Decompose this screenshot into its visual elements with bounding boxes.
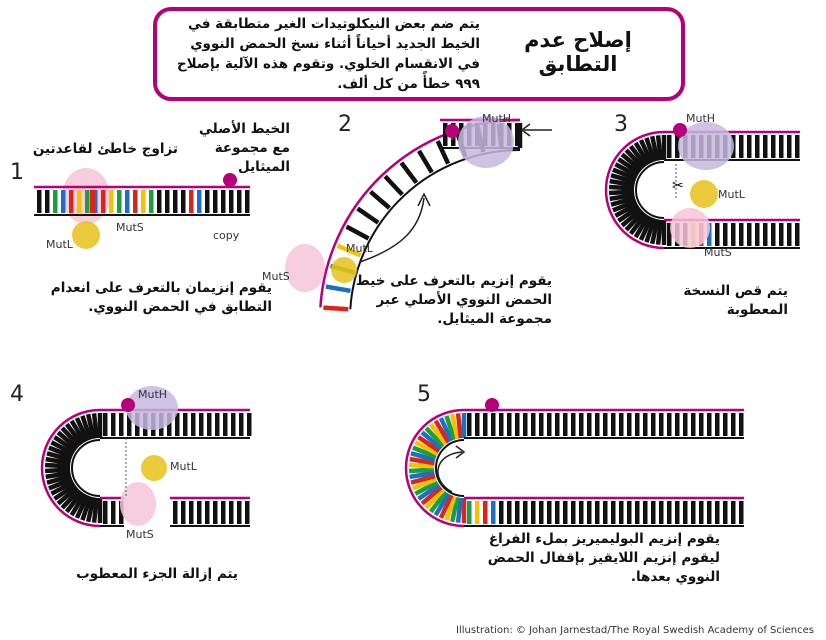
step-4-dna-bottom-right-base-pair [205, 501, 210, 524]
step-4-dna-bottom-right-base-pair [197, 501, 202, 524]
step-4-mutH-label: MutH [138, 388, 168, 401]
step-5-dna-bottom-base-pair [675, 501, 680, 524]
step-5-dna-top-base-pair [619, 413, 624, 436]
step-5-dna-bend-base-pair [458, 413, 461, 438]
step-5-dna-top-base-pair [475, 413, 480, 436]
step-1-mutL-shape [72, 221, 100, 249]
step-4-dna-top-base-pair [119, 413, 124, 436]
step-3-dna-bottom-base-pair [771, 223, 776, 246]
step-4-dna-bottom-right-base-pair [221, 501, 226, 524]
step-4-dna-top-base-pair [103, 413, 108, 436]
step-2-number: 2 [338, 112, 352, 137]
step-5-dna-bottom-base-pair [603, 501, 608, 524]
step-2-mutL-label: MutL [346, 242, 373, 255]
step-4-dna-bend-base-pair [45, 470, 70, 471]
step-5-methyl-group [485, 398, 499, 412]
step-3-dna-top-base-pair [795, 135, 800, 158]
step-5-dna-bottom-base-pair [475, 501, 480, 524]
step-4-caption: يتم إزالة الجزء المعطوب [76, 566, 238, 582]
step-3-dna-bend-base-pair [609, 187, 634, 188]
step-5-dna-bottom-base-pair [715, 501, 720, 524]
step-5-dna-bottom-base-pair [651, 501, 656, 524]
step-5-dna-bottom-base-pair [731, 501, 736, 524]
step-4-dna-bottom-right-base-pair [229, 501, 234, 524]
step-3-dna-top-base-pair [747, 135, 752, 158]
step-5-dna-bottom-base-pair [555, 501, 560, 524]
step-5-dna-bottom-base-pair [643, 501, 648, 524]
step-1-dna-base-pair [173, 190, 178, 213]
step-4-dna-top-base-pair [191, 413, 196, 436]
step-5-dna-bottom-base-pair [579, 501, 584, 524]
step-5-dna-top-base-pair [499, 413, 504, 436]
step-5-dna-bottom-base-pair [691, 501, 696, 524]
step-4-dna-bend-base-pair [45, 465, 70, 466]
step-1-dna-base-pair [117, 190, 122, 213]
step-3-dna-top-base-pair [739, 135, 744, 158]
step-3-dna-bend-base-pair [609, 192, 634, 193]
step-4-mutL-label: MutL [170, 460, 197, 473]
step-5-dna-bottom-base-pair [707, 501, 712, 524]
step-4-dna-bottom-right-base-pair [213, 501, 218, 524]
step-1-dna-base-pair [189, 190, 194, 213]
copy-label: copy [213, 229, 240, 242]
step-5-dna-bottom-base-pair [659, 501, 664, 524]
step-2-methyl-group [445, 124, 459, 138]
step-4-dna-top-base-pair [199, 413, 204, 436]
step-2-dna-base-pair [347, 227, 369, 239]
step-5-dna-top-base-pair [627, 413, 632, 436]
step-2-dna-base-pair [385, 176, 402, 194]
step-5-dna-top-base-pair [651, 413, 656, 436]
step-4-dna-bottom-left-base-pair [103, 501, 108, 524]
step-2-dna-base-pair [401, 163, 416, 183]
step-3-dna-top-base-pair [667, 135, 672, 158]
step-3-caption: يتم قص النسخة المعطوبة [683, 283, 788, 318]
step-5-dna-top-base-pair [603, 413, 608, 436]
methyl-strand-label: الخيط الأصلي مع مجموعة الميثايل [199, 121, 290, 175]
intro-text: يتم ضم بعض النيكلوتيدات الغير متطابقة في الخيط الجديد أحياناً أثناء نسخ الحمض النووي في الانقسام الخلوي. وتقوم هذه الآلية بإصلاح ٩٩٩ خطأً من كل ألف. [176, 16, 480, 92]
step-5-dna-top-base-pair [547, 413, 552, 436]
step-4-dna-top-base-pair [247, 413, 252, 436]
step-5-dna-bottom-base-pair [563, 501, 568, 524]
step-1-dna-base-pair [165, 190, 170, 213]
step-5-dna-top-base-pair [739, 413, 744, 436]
step-5-dna-top-base-pair [579, 413, 584, 436]
step-5-dna-top-base-pair [643, 413, 648, 436]
step-4-dna-top-base-pair [207, 413, 212, 436]
step-5-dna-top-base-pair [555, 413, 560, 436]
step-3-dna-bottom-base-pair [731, 223, 736, 246]
step-1-dna-base-pair [157, 190, 162, 213]
step-1-dna-base-pair [245, 190, 250, 213]
step-1-dna-base-pair [125, 190, 130, 213]
step-3-dna-top-base-pair [787, 135, 792, 158]
step-5-dna-bottom-base-pair [683, 501, 688, 524]
step-1-dna-base-pair [77, 190, 82, 213]
step-5-dna-bottom-base-pair [483, 501, 488, 524]
step-5-dna-top-base-pair [731, 413, 736, 436]
step-1-caption: يقوم إنزيمان بالتعرف على انعدام التطابق في الحمض النووي. [50, 280, 272, 315]
step-3-dna-bottom-base-pair [779, 223, 784, 246]
step-5-dna-bottom-base-pair [539, 501, 544, 524]
step-1-dna-base-pair [205, 190, 210, 213]
step-5-dna-bottom-base-pair [491, 501, 496, 524]
step-3-dna-bend-base-pair [658, 135, 661, 160]
scissors-icon: ✂ [672, 178, 684, 194]
step-1-dna-base-pair [221, 190, 226, 213]
step-5-dna-top-base-pair [723, 413, 728, 436]
step-3-dna-bottom-base-pair [795, 223, 800, 246]
step-2-dna-base-pair [326, 287, 351, 291]
step-3-dna-top-base-pair [755, 135, 760, 158]
step-5-dna-bend-base-pair [409, 470, 434, 471]
step-5-dna-top-base-pair [483, 413, 488, 436]
step-5-dna-top-base-pair [699, 413, 704, 436]
step-5-dna-bottom-base-pair [723, 501, 728, 524]
step-5-dna-top-base-pair [515, 413, 520, 436]
step-3-dna-bottom-base-pair [715, 223, 720, 246]
step-3-mutL-shape [690, 180, 718, 208]
mismatch-label: تزاوج خاطئ لقاعدتين [32, 141, 178, 157]
step-2-mutH-label: MutH [482, 112, 512, 125]
step-4-dna-bottom-right-base-pair [237, 501, 242, 524]
step-5-dna-bottom-base-pair [699, 501, 704, 524]
step-3-dna-bottom-base-pair [747, 223, 752, 246]
step-1-dna-base-pair [133, 190, 138, 213]
step-1-dna-base-pair [109, 190, 114, 213]
step-5-dna-bottom-base-pair [587, 501, 592, 524]
step-4-mutL-shape [141, 455, 167, 481]
step-2-dna-base-pair [358, 209, 379, 223]
step-3-mutS-shape [670, 208, 710, 248]
step-4-dna-bottom-left-base-pair [111, 501, 116, 524]
step-5-dna-top-base-pair [635, 413, 640, 436]
step-5-dna-top-base-pair [707, 413, 712, 436]
step-4-dna-top-base-pair [111, 413, 116, 436]
diagram-title: إصلاح عدم التطابق [524, 28, 632, 76]
step-5-dna-bottom-base-pair [515, 501, 520, 524]
step-3-dna-bottom-base-pair [763, 223, 768, 246]
step-5-dna-bottom-base-pair [595, 501, 600, 524]
step-5-dna-bend-base-pair [409, 465, 434, 466]
step-5-dna-top-base-pair [491, 413, 496, 436]
step-3-dna-bottom-base-pair [723, 223, 728, 246]
step-4-dna-top-base-pair [183, 413, 188, 436]
step-4-mutS-shape [120, 482, 156, 526]
step-3-dna-top-base-pair [771, 135, 776, 158]
step-4-dna-bottom-right-base-pair [173, 501, 178, 524]
step-3-dna-bottom-base-pair [787, 223, 792, 246]
step-1-dna-base-pair [53, 190, 58, 213]
step-5-dna-top-base-pair [659, 413, 664, 436]
step-1-dna-base-pair [45, 190, 50, 213]
step-5-dna-bottom-base-pair [619, 501, 624, 524]
step-1-dna-base-pair [85, 190, 90, 213]
step-3-dna-bottom-base-pair [755, 223, 760, 246]
step-4-dna-bottom-right-base-pair [189, 501, 194, 524]
step-1-number: 1 [10, 160, 24, 185]
step-4-dna-bottom-right-base-pair [245, 501, 250, 524]
step-2-mutS-shape [285, 244, 325, 292]
step-1-dna-base-pair [61, 190, 66, 213]
step-1-dna-base-pair [69, 190, 74, 213]
step-1-dna-base-pair [197, 190, 202, 213]
step-1-dna-base-pair [101, 190, 106, 213]
step-5-dna-bottom-base-pair [627, 501, 632, 524]
step-5-dna-bottom-base-pair [507, 501, 512, 524]
step-4-number: 4 [10, 382, 24, 407]
mismatch-base-pair [90, 190, 95, 213]
step-5-dna-bottom-base-pair [531, 501, 536, 524]
step-4-dna-top-base-pair [239, 413, 244, 436]
step-5-caption: يقوم إنزيم البوليميريز بملء الفراغ ليقوم إنزيم اللايقيز بإقفال الحمض النووي بعدها. [487, 531, 720, 585]
step-1-dna-base-pair [213, 190, 218, 213]
step-4-methyl-group [121, 398, 135, 412]
step-2-dna-base-pair [419, 151, 432, 172]
step-3-methyl-group [673, 123, 687, 137]
step-5-dna-top-base-pair [467, 413, 472, 436]
step-5-dna-top-base-pair [587, 413, 592, 436]
step-5-dna-top-base-pair [667, 413, 672, 436]
step-5-dna-top-base-pair [539, 413, 544, 436]
step-5-dna-top-base-pair [571, 413, 576, 436]
step-5-dna-bottom-base-pair [547, 501, 552, 524]
step-5-dna-top-base-pair [523, 413, 528, 436]
step-2-dna-straight-base-pair [515, 123, 520, 146]
step-5-dna-bottom-base-pair [611, 501, 616, 524]
step-1-dna-base-pair [237, 190, 242, 213]
step-3-dna-top-base-pair [779, 135, 784, 158]
step-1-dna-base-pair [141, 190, 146, 213]
step-5-dna-top-base-pair [595, 413, 600, 436]
step-1-dna-base-pair [37, 190, 42, 213]
step-4-dna-top-base-pair [231, 413, 236, 436]
step-1-dna-base-pair [149, 190, 154, 213]
step-2-mutS-label: MutS [262, 270, 290, 283]
step-5-dna-bottom-base-pair [571, 501, 576, 524]
step-5-number: 5 [417, 382, 431, 407]
step-2-dna-base-pair [370, 192, 389, 208]
step-4-dna-bottom-right-base-pair [181, 501, 186, 524]
step-5-dna-bottom-base-pair [523, 501, 528, 524]
step-4-mutS-label: MutS [126, 528, 154, 541]
step-2-caption: يقوم إنزيم بالتعرف على خيط الحمض النووي الأصلي عبر مجموعة الميثايل. [355, 273, 552, 327]
step-5-dna-top-base-pair [715, 413, 720, 436]
step-1-dna-base-pair [181, 190, 186, 213]
step-5-dna-bottom-base-pair [467, 501, 472, 524]
step-3-mutS-label: MutS [704, 246, 732, 259]
step-5-dna-top-base-pair [675, 413, 680, 436]
step-1-dna-base-pair [229, 190, 234, 213]
step-1-mutS-label: MutS [116, 221, 144, 234]
step-5-dna-top-base-pair [531, 413, 536, 436]
step-3-number: 3 [614, 112, 628, 137]
step-4-dna-top-base-pair [223, 413, 228, 436]
step-5-dna-top-base-pair [691, 413, 696, 436]
step-3-mutH-label: MutH [686, 112, 716, 125]
step-5-dna-top-base-pair [611, 413, 616, 436]
step-3-dna-top-base-pair [763, 135, 768, 158]
step-3-mutL-label: MutL [718, 188, 745, 201]
step-5-dna-bottom-base-pair [635, 501, 640, 524]
step-4-dna-bend-base-pair [94, 413, 97, 438]
step-5-dna-bottom-base-pair [499, 501, 504, 524]
step-5-dna-top-base-pair [563, 413, 568, 436]
step-4-dna-top-base-pair [215, 413, 220, 436]
step-3-dna-bottom-base-pair [739, 223, 744, 246]
step-2-dna-base-pair [323, 308, 348, 310]
step-5-dna-bottom-base-pair [667, 501, 672, 524]
step-5-dna-top-base-pair [683, 413, 688, 436]
step-5-dna-top-base-pair [507, 413, 512, 436]
step-5-dna-bottom-base-pair [739, 501, 744, 524]
illustration-credit: Illustration: © Johan Jarnestad/The Royal Swedish Academy of Sciences [456, 625, 814, 636]
step-1-mutL-label: MutL [46, 238, 73, 251]
